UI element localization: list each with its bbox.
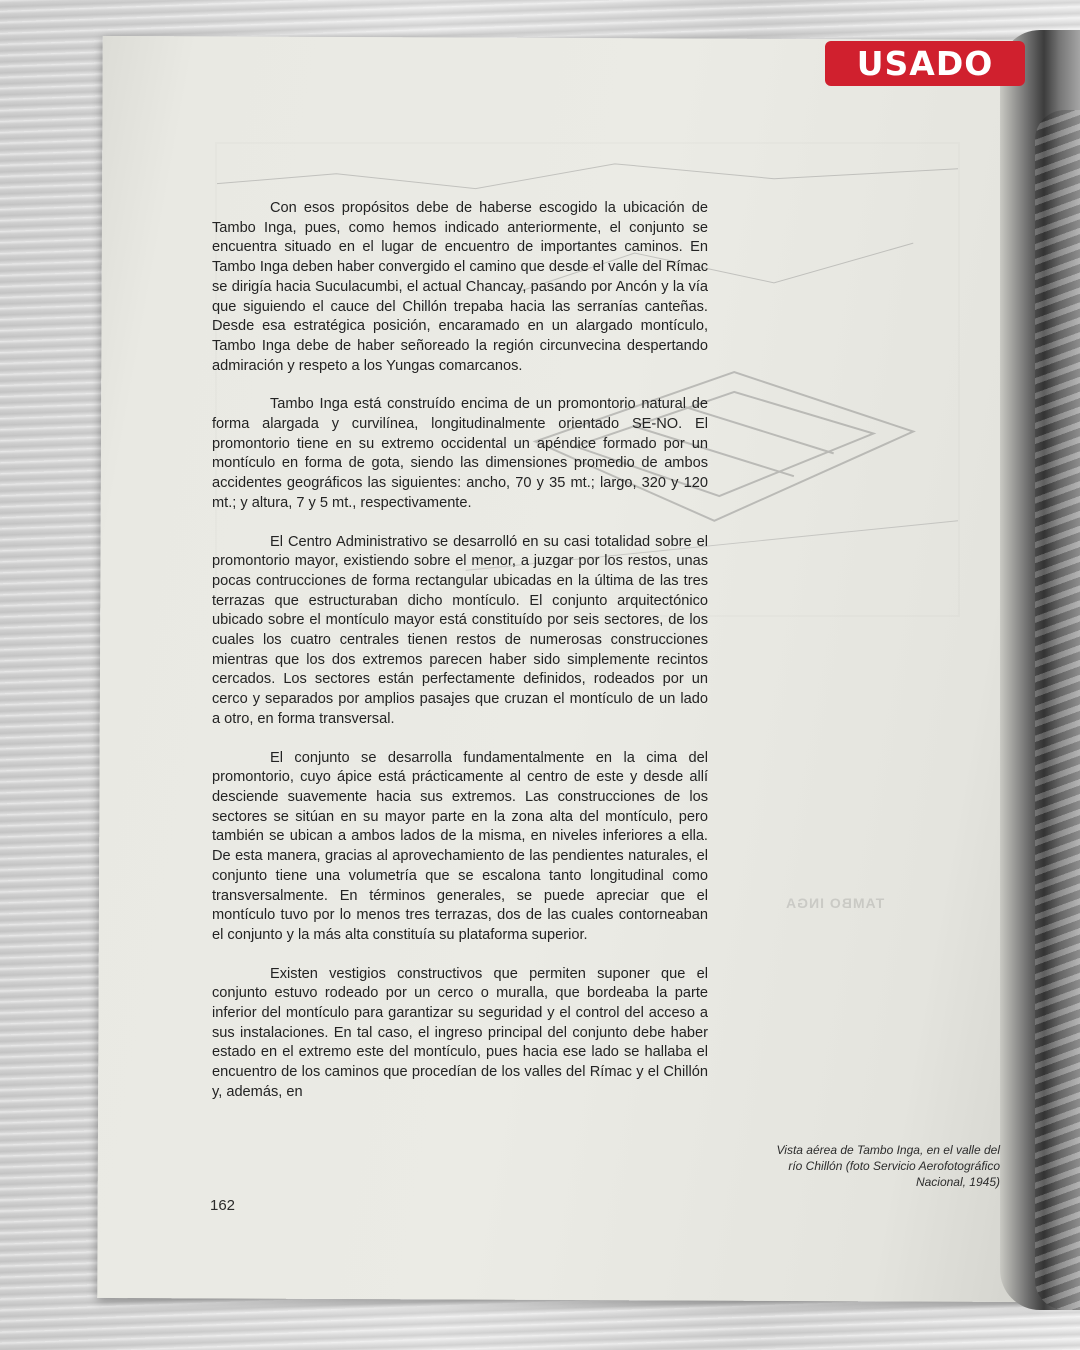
paragraph-1: Con esos propósitos debe de haberse escogido la ubicación de Tambo Inga, pues, como hemos indicado anteriormente, el conjunto se encuentra situado en el lugar de encuentro de importantes caminos. En Tambo Inga deben haber convergido el camino que desde el valle del Rímac se dirigía hacia Suculacumbi, el actual Chancay, pasando por Ancón y la vía que siguiendo el cauce del Chillón trepaba hacia las serranías canteñas. Desde esa estratégica posición, encaramado en un alargado montículo, Tambo Inga debe de haber señoreado la región circunvecina despertando admiración y respeto a los Yungas comarcanos.: [212, 200, 708, 374]
used-badge: USADO: [825, 41, 1025, 86]
paragraph-3: El Centro Administrativo se desarrolló en su casi totalidad sobre el promontorio mayor, existiendo sobre el menor, a juzgar por los restos, unas pocas contrucciones de forma rectangular ubicadas en la última de las tres terrazas que estructuraban dicho montículo. El conjunto arquitectónico ubicado sobre el montículo mayor está constituído por seis sectores, de los cuales los cuatro centrales tienen restos de numerosas construcciones mientras que los dos extremos parecen haber sido simplemente recintos cercados. Los sectores están perfectamente definidos, rodeados por un cerco y separados por amplios pasajes que cruzan el montículo de un lado a otro, en forma transversal.: [212, 533, 708, 727]
facing-page-texture: [1035, 110, 1080, 1310]
page-number: 162: [210, 1197, 236, 1214]
paragraph-2: Tambo Inga está construído encima de un promontorio natural de forma alargada y curvilínea, longitudinalmente orientado SE-NO. El promontorio tiene en su extremo occidental un apéndice formado por un montículo en forma de gota, siendo las dimensiones promedio de ambos accidentes geográficos las siguientes: ancho, 70 y 35 mt.; largo, 320 y 120 mt.; y altura, 7 y 5 mt., respectivamente.: [212, 396, 708, 511]
paragraph-4: El conjunto se desarrolla fundamentalmente en la cima del promontorio, cuyo ápice está prácticamente al centro de este y desde allí desciende suavemente hacia sus extremos. Las construcciones de los sectores se sitúan en su mayor parte en la zona alta del montículo, pero también se ubican a ambos lados de la misma, en niveles inferiores a ella. De esta manera, gracias al aprovechamiento de las pendientes naturales, el conjunto tiene una volumetría que se escalona tanto longitudinal como transversalmente. En términos generales, se puede apreciar que el montículo tuvo por lo menos tres terrazas, dos de las cuales contorneaban el conjunto y la más alta constituía su plataforma superior.: [212, 749, 708, 943]
main-text-column: [212, 199, 708, 1103]
show-through-heading: TAMBO INGA: [785, 895, 885, 911]
paragraph-5: Existen vestigios constructivos que permiten suponer que el conjunto estuvo rodeado por un cerco o muralla, que bordeaba la parte inferior del montículo para garantizar su seguridad y el control del acceso a sus instalaciones. En tal caso, el ingreso principal del conjunto debe haber estado en el extremo este del montículo, pues hacia ese lado se hallaba el encuentro de los caminos que procedían de los valles del Rímac y el Chillón y, además, en: [212, 965, 708, 1100]
figure-caption: Vista aérea de Tambo Inga, en el valle del río Chillón (foto Servicio Aerofotográfico Nacional, 1945): [776, 1143, 1000, 1189]
